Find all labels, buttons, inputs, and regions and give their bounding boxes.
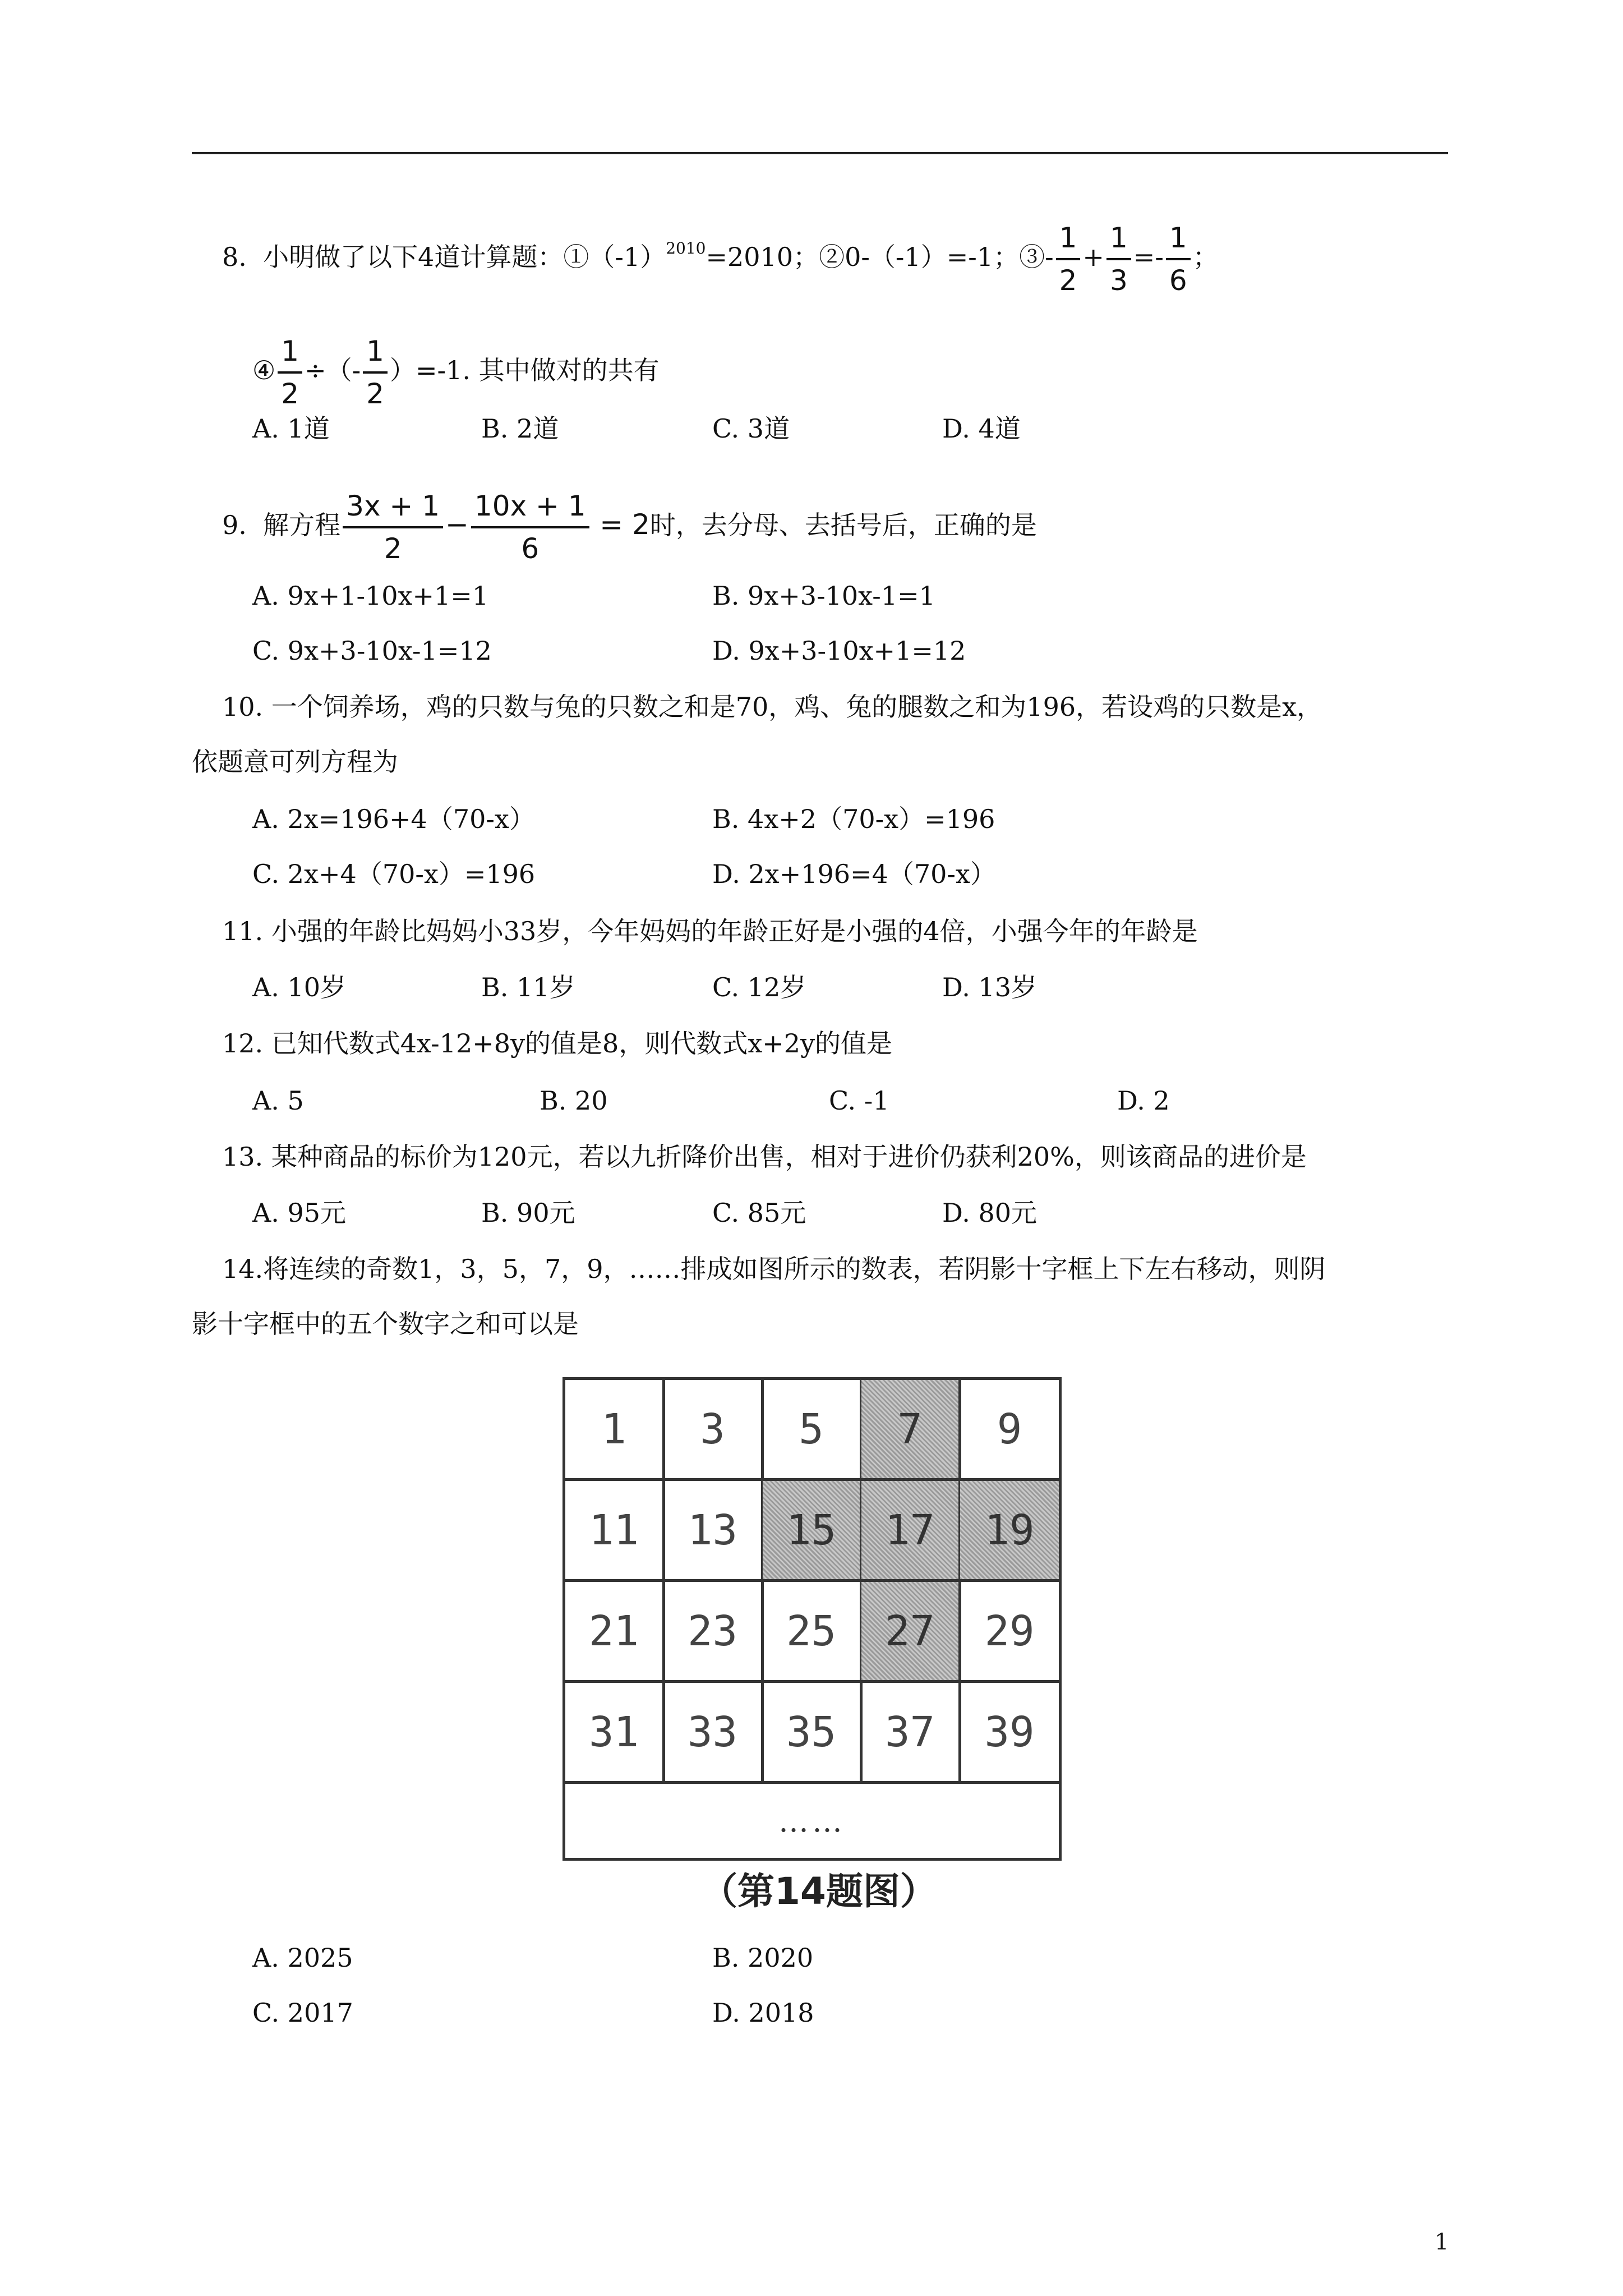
q13-option-c: C. 85元 <box>712 1198 806 1228</box>
table-cell: 5 <box>763 1380 863 1481</box>
q9-option-a: A. 9x+1-10x+1=1 <box>252 581 489 611</box>
q9-option-b: B. 9x+3-10x-1=1 <box>712 581 935 611</box>
q11-option-b: B. 11岁 <box>481 972 575 1002</box>
question-13-line: 13. 某种商品的标价为120元，若以九折降价出售，相对于进价仍获利20%，则该商品的进价是 <box>222 1142 1307 1172</box>
table-cell: 27 <box>861 1582 961 1683</box>
q13-option-a: A. 95元 <box>252 1198 346 1228</box>
header-rule <box>192 152 1448 154</box>
table-cell: 1 <box>565 1380 665 1481</box>
page-number: 1 <box>1435 2229 1449 2255</box>
q12-option-b: B. 20 <box>540 1085 608 1116</box>
fraction: $\frac{1}{3}$ <box>1106 218 1131 301</box>
q14-option-a: A. 2025 <box>252 1943 353 1973</box>
q12-option-d: D. 2 <box>1117 1085 1170 1116</box>
q8-option-b: B. 2道 <box>481 413 559 444</box>
table-cell: 7 <box>861 1380 961 1481</box>
q9-option-c: C. 9x+3-10x-1=12 <box>252 636 492 666</box>
table-cell: 39 <box>960 1683 1059 1784</box>
q13-option-b: B. 90元 <box>481 1198 575 1228</box>
table-cell: 15 <box>763 1481 863 1582</box>
table-cell: 21 <box>565 1582 665 1683</box>
question-11-line: 11. 小强的年龄比妈妈小33岁，今年妈妈的年龄正好是小强的4倍，小强今年的年龄是 <box>222 916 1198 946</box>
q11-option-d: D. 13岁 <box>942 972 1038 1002</box>
fraction: $\frac{1}{2}$ <box>1056 218 1081 301</box>
question-8-line-1: 8. 小明做了以下4道计算题：$①(-1)^{2010}=2010$；②0-（-1）=-1；③- $\frac{1}{2}$ + $\frac{1}{3}$ =- $\frac{1}{6}$ ； <box>222 218 1219 301</box>
table-cell: 11 <box>565 1481 665 1582</box>
fraction: $\frac{3x + 1}{2}$ <box>343 486 443 569</box>
fraction: $\frac{10x + 1}{6}$ <box>471 486 589 569</box>
table-cell: 23 <box>664 1582 764 1683</box>
q10-option-a: A. 2x=196+4（70-x） <box>252 804 535 834</box>
fraction: $\frac{1}{2}$ <box>278 331 302 414</box>
q10-option-b: B. 4x+2（70-x）=196 <box>712 804 995 834</box>
q8-option-a: A. 1道 <box>252 413 330 444</box>
table-cell: 19 <box>960 1481 1059 1582</box>
q11-option-c: C. 12岁 <box>712 972 806 1002</box>
question-9-line: 9. 解方程 $\frac{3x + 1}{2}$ − $\frac{10x + 1}{6}$ = 2时，去分母、去括号后，正确的是 <box>222 486 1037 569</box>
table-cell: 33 <box>664 1683 764 1784</box>
q10-option-c: C. 2x+4（70-x）=196 <box>252 859 536 889</box>
table-cell: 35 <box>763 1683 863 1784</box>
table-cell: 9 <box>960 1380 1059 1481</box>
fraction: $\frac{1}{6}$ <box>1166 218 1191 301</box>
q14-option-b: B. 2020 <box>712 1943 814 1973</box>
fraction: $\frac{1}{2}$ <box>363 331 388 414</box>
q8-option-c: C. 3道 <box>712 413 790 444</box>
table-cell: 31 <box>565 1683 665 1784</box>
continuation-dots: …… <box>778 1803 846 1839</box>
table-cell: 25 <box>763 1582 863 1683</box>
question-14-line-1: 14.将连续的奇数1，3，5，7，9，……排成如图所示的数表，若阴影十字框上下左右移动，则阴 <box>222 1254 1326 1284</box>
table-cell: 3 <box>664 1380 764 1481</box>
table-cell: 29 <box>960 1582 1059 1683</box>
q14-option-c: C. 2017 <box>252 1998 353 2028</box>
table-cell: 13 <box>664 1481 764 1582</box>
figure-caption: （第14题图） <box>700 1870 937 1913</box>
q12-option-a: A. 5 <box>252 1085 304 1116</box>
table-cell: 37 <box>861 1683 961 1784</box>
q14-option-d: D. 2018 <box>712 1998 814 2028</box>
question-10-line-1: 10. 一个饲养场，鸡的只数与兔的只数之和是70，鸡、兔的腿数之和为196，若设鸡的只数是x， <box>222 692 1323 722</box>
question-8-line-2: ④ $\frac{1}{2}$ ÷（- $\frac{1}{2}$ ）=-1. 其中做对的共有 <box>252 331 660 414</box>
table-cell: 17 <box>861 1481 961 1582</box>
question-12-line: 12. 已知代数式4x-12+8y的值是8，则代数式x+2y的值是 <box>222 1028 893 1059</box>
question-14-line-2: 影十字框中的五个数字之和可以是 <box>192 1309 579 1339</box>
question-10-line-2: 依题意可列方程为 <box>192 747 398 777</box>
q8-option-d: D. 4道 <box>942 413 1021 444</box>
q13-option-d: D. 80元 <box>942 1198 1038 1228</box>
q12-option-c: C. -1 <box>829 1085 889 1116</box>
q9-option-d: D. 9x+3-10x+1=12 <box>712 636 966 666</box>
odd-number-table-figure <box>562 1377 1062 1861</box>
q11-option-a: A. 10岁 <box>252 972 346 1002</box>
q10-option-d: D. 2x+196=4（70-x） <box>712 859 996 889</box>
